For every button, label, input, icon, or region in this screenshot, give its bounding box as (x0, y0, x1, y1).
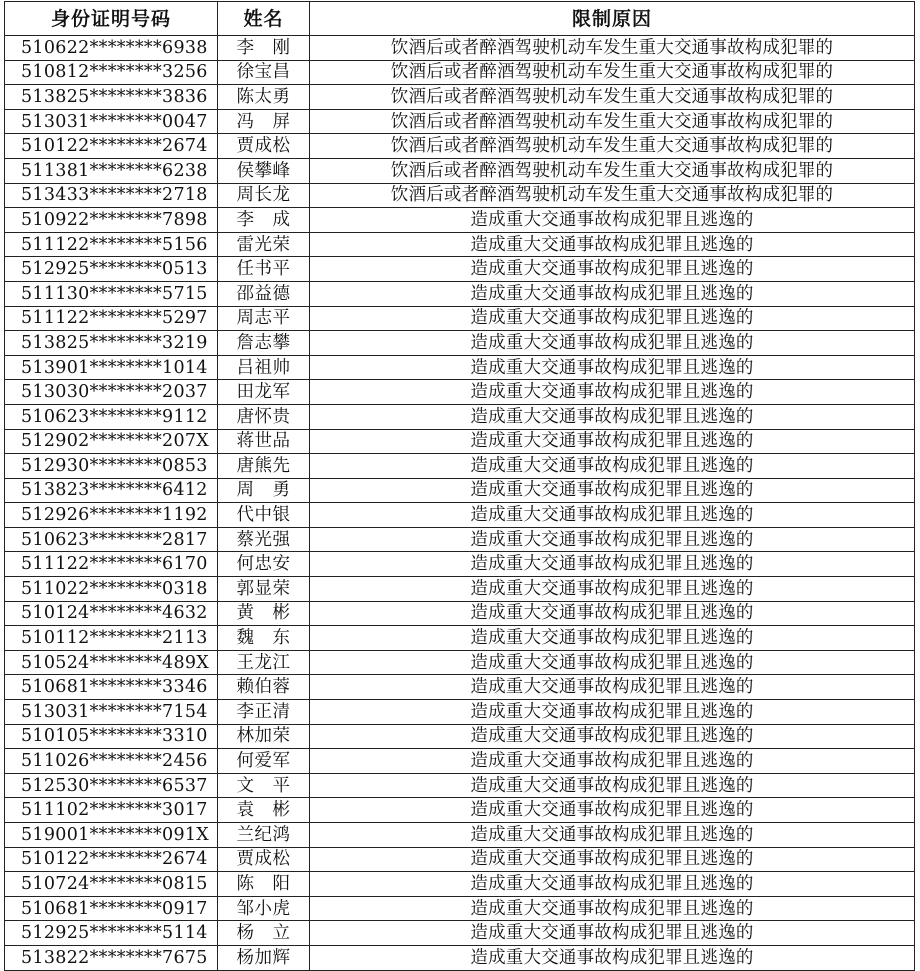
restriction-table (4, 1, 915, 971)
name-cell: 冯 屏 (218, 109, 310, 134)
name-cell: 贾成松 (218, 134, 310, 159)
table-row (5, 626, 915, 651)
table-body (5, 36, 915, 971)
table-row (5, 85, 915, 110)
table-row (5, 601, 915, 626)
table-row (5, 429, 915, 454)
id-number-cell: 511122********5156 (5, 232, 218, 257)
restriction-reason-cell: 造成重大交通事故构成犯罪且逃逸的 (310, 945, 915, 970)
name-cell: 邵益德 (218, 281, 310, 306)
id-number-cell: 519001********091X (5, 823, 218, 848)
id-number-cell: 511022********0318 (5, 577, 218, 602)
table-row (5, 823, 915, 848)
restriction-reason-cell: 造成重大交通事故构成犯罪且逃逸的 (310, 823, 915, 848)
restriction-reason-cell: 饮酒后或者醉酒驾驶机动车发生重大交通事故构成犯罪的 (310, 158, 915, 183)
id-number-cell: 510124********4632 (5, 601, 218, 626)
name-cell: 陈太勇 (218, 85, 310, 110)
id-number-cell: 511026********2456 (5, 749, 218, 774)
name-cell: 文 平 (218, 773, 310, 798)
name-cell: 代中银 (218, 503, 310, 528)
name-cell: 周 勇 (218, 478, 310, 503)
table-row (5, 454, 915, 479)
table-row (5, 896, 915, 921)
id-number-cell: 511381********6238 (5, 158, 218, 183)
restriction-reason-cell: 造成重大交通事故构成犯罪且逃逸的 (310, 626, 915, 651)
restriction-reason-cell: 造成重大交通事故构成犯罪且逃逸的 (310, 601, 915, 626)
restriction-reason-cell: 造成重大交通事故构成犯罪且逃逸的 (310, 404, 915, 429)
name-cell: 兰纪鸿 (218, 823, 310, 848)
restriction-reason-cell: 饮酒后或者醉酒驾驶机动车发生重大交通事故构成犯罪的 (310, 109, 915, 134)
table-row (5, 36, 915, 61)
table-row (5, 798, 915, 823)
id-number-cell: 512902********207X (5, 429, 218, 454)
name-cell: 袁 彬 (218, 798, 310, 823)
id-number-cell: 511122********5297 (5, 306, 218, 331)
restriction-reason-cell: 饮酒后或者醉酒驾驶机动车发生重大交通事故构成犯罪的 (310, 134, 915, 159)
table-row (5, 503, 915, 528)
id-number-cell: 513825********3836 (5, 85, 218, 110)
name-cell: 李 成 (218, 208, 310, 233)
table-row (5, 945, 915, 970)
id-number-cell: 510122********2674 (5, 847, 218, 872)
id-number-cell: 513901********1014 (5, 355, 218, 380)
restriction-reason-cell: 造成重大交通事故构成犯罪且逃逸的 (310, 700, 915, 725)
id-number-cell: 510524********489X (5, 650, 218, 675)
restriction-reason-cell: 造成重大交通事故构成犯罪且逃逸的 (310, 208, 915, 233)
restriction-reason-cell: 造成重大交通事故构成犯罪且逃逸的 (310, 552, 915, 577)
table-row (5, 134, 915, 159)
name-cell: 陈 阳 (218, 872, 310, 897)
id-number-cell: 511122********6170 (5, 552, 218, 577)
table-row (5, 749, 915, 774)
restriction-reason-cell: 造成重大交通事故构成犯罪且逃逸的 (310, 281, 915, 306)
name-cell: 雷光荣 (218, 232, 310, 257)
name-cell: 邹小虎 (218, 896, 310, 921)
restriction-reason-cell: 造成重大交通事故构成犯罪且逃逸的 (310, 306, 915, 331)
table-row (5, 183, 915, 208)
table-row (5, 552, 915, 577)
table-row (5, 281, 915, 306)
id-number-cell: 510623********9112 (5, 404, 218, 429)
restriction-reason-cell: 造成重大交通事故构成犯罪且逃逸的 (310, 896, 915, 921)
restriction-reason-cell: 造成重大交通事故构成犯罪且逃逸的 (310, 872, 915, 897)
name-cell: 吕祖帅 (218, 355, 310, 380)
table-row (5, 257, 915, 282)
restriction-reason-cell: 饮酒后或者醉酒驾驶机动车发生重大交通事故构成犯罪的 (310, 36, 915, 61)
id-number-cell: 510622********6938 (5, 36, 218, 61)
restriction-reason-cell: 造成重大交通事故构成犯罪且逃逸的 (310, 454, 915, 479)
table-row (5, 404, 915, 429)
name-cell: 杨 立 (218, 921, 310, 946)
name-cell: 周长龙 (218, 183, 310, 208)
restriction-reason-cell: 造成重大交通事故构成犯罪且逃逸的 (310, 380, 915, 405)
id-number-cell: 510681********3346 (5, 675, 218, 700)
header-name: 姓名 (218, 2, 310, 36)
id-number-cell: 510724********0815 (5, 872, 218, 897)
id-number-cell: 513031********0047 (5, 109, 218, 134)
id-number-cell: 513822********7675 (5, 945, 218, 970)
name-cell: 贾成松 (218, 847, 310, 872)
table-row (5, 355, 915, 380)
id-number-cell: 512930********0853 (5, 454, 218, 479)
restriction-reason-cell: 造成重大交通事故构成犯罪且逃逸的 (310, 921, 915, 946)
id-number-cell: 510812********3256 (5, 60, 218, 85)
name-cell: 李正清 (218, 700, 310, 725)
name-cell: 郭显荣 (218, 577, 310, 602)
name-cell: 周志平 (218, 306, 310, 331)
name-cell: 杨加辉 (218, 945, 310, 970)
id-number-cell: 512925********5114 (5, 921, 218, 946)
restriction-reason-cell: 饮酒后或者醉酒驾驶机动车发生重大交通事故构成犯罪的 (310, 60, 915, 85)
id-number-cell: 513823********6412 (5, 478, 218, 503)
name-cell: 詹志攀 (218, 331, 310, 356)
restriction-reason-cell: 造成重大交通事故构成犯罪且逃逸的 (310, 650, 915, 675)
table-row (5, 109, 915, 134)
name-cell: 任书平 (218, 257, 310, 282)
header-restriction-reason: 限制原因 (310, 2, 915, 36)
table-row (5, 847, 915, 872)
restriction-reason-cell: 造成重大交通事故构成犯罪且逃逸的 (310, 257, 915, 282)
id-number-cell: 510623********2817 (5, 527, 218, 552)
name-cell: 黄 彬 (218, 601, 310, 626)
table-row (5, 577, 915, 602)
name-cell: 唐熊先 (218, 454, 310, 479)
name-cell: 林加荣 (218, 724, 310, 749)
header-id-number: 身份证明号码 (5, 2, 218, 36)
id-number-cell: 511102********3017 (5, 798, 218, 823)
id-number-cell: 510922********7898 (5, 208, 218, 233)
restriction-reason-cell: 造成重大交通事故构成犯罪且逃逸的 (310, 577, 915, 602)
table-row (5, 331, 915, 356)
name-cell: 徐宝昌 (218, 60, 310, 85)
restriction-reason-cell: 造成重大交通事故构成犯罪且逃逸的 (310, 355, 915, 380)
id-number-cell: 512926********1192 (5, 503, 218, 528)
restriction-reason-cell: 造成重大交通事故构成犯罪且逃逸的 (310, 331, 915, 356)
name-cell: 何爱军 (218, 749, 310, 774)
id-number-cell: 511130********5715 (5, 281, 218, 306)
table-row (5, 675, 915, 700)
table-row (5, 773, 915, 798)
name-cell: 蒋世品 (218, 429, 310, 454)
table-row (5, 60, 915, 85)
restriction-reason-cell: 饮酒后或者醉酒驾驶机动车发生重大交通事故构成犯罪的 (310, 85, 915, 110)
restriction-reason-cell: 造成重大交通事故构成犯罪且逃逸的 (310, 798, 915, 823)
table-row (5, 921, 915, 946)
id-number-cell: 513433********2718 (5, 183, 218, 208)
table-row (5, 478, 915, 503)
table-header-row (5, 2, 915, 36)
table-row (5, 872, 915, 897)
restriction-reason-cell: 造成重大交通事故构成犯罪且逃逸的 (310, 527, 915, 552)
id-number-cell: 513030********2037 (5, 380, 218, 405)
name-cell: 何忠安 (218, 552, 310, 577)
restriction-reason-cell: 造成重大交通事故构成犯罪且逃逸的 (310, 773, 915, 798)
table-row (5, 724, 915, 749)
id-number-cell: 510105********3310 (5, 724, 218, 749)
id-number-cell: 512530********6537 (5, 773, 218, 798)
table-row (5, 208, 915, 233)
name-cell: 赖伯蓉 (218, 675, 310, 700)
name-cell: 蔡光强 (218, 527, 310, 552)
id-number-cell: 510122********2674 (5, 134, 218, 159)
id-number-cell: 512925********0513 (5, 257, 218, 282)
restriction-reason-cell: 造成重大交通事故构成犯罪且逃逸的 (310, 749, 915, 774)
restriction-reason-cell: 造成重大交通事故构成犯罪且逃逸的 (310, 478, 915, 503)
table-row (5, 380, 915, 405)
restriction-reason-cell: 造成重大交通事故构成犯罪且逃逸的 (310, 232, 915, 257)
name-cell: 田龙军 (218, 380, 310, 405)
table-row (5, 650, 915, 675)
table-row (5, 527, 915, 552)
restriction-reason-cell: 造成重大交通事故构成犯罪且逃逸的 (310, 429, 915, 454)
restriction-reason-cell: 造成重大交通事故构成犯罪且逃逸的 (310, 724, 915, 749)
name-cell: 魏 东 (218, 626, 310, 651)
name-cell: 李 刚 (218, 36, 310, 61)
restriction-reason-cell: 造成重大交通事故构成犯罪且逃逸的 (310, 675, 915, 700)
id-number-cell: 510681********0917 (5, 896, 218, 921)
id-number-cell: 513825********3219 (5, 331, 218, 356)
table-row (5, 158, 915, 183)
table-row (5, 232, 915, 257)
table-row (5, 306, 915, 331)
name-cell: 王龙江 (218, 650, 310, 675)
restriction-reason-cell: 饮酒后或者醉酒驾驶机动车发生重大交通事故构成犯罪的 (310, 183, 915, 208)
id-number-cell: 510112********2113 (5, 626, 218, 651)
restriction-reason-cell: 造成重大交通事故构成犯罪且逃逸的 (310, 503, 915, 528)
id-number-cell: 513031********7154 (5, 700, 218, 725)
name-cell: 唐怀贵 (218, 404, 310, 429)
name-cell: 侯攀峰 (218, 158, 310, 183)
table-row (5, 700, 915, 725)
restriction-reason-cell: 造成重大交通事故构成犯罪且逃逸的 (310, 847, 915, 872)
